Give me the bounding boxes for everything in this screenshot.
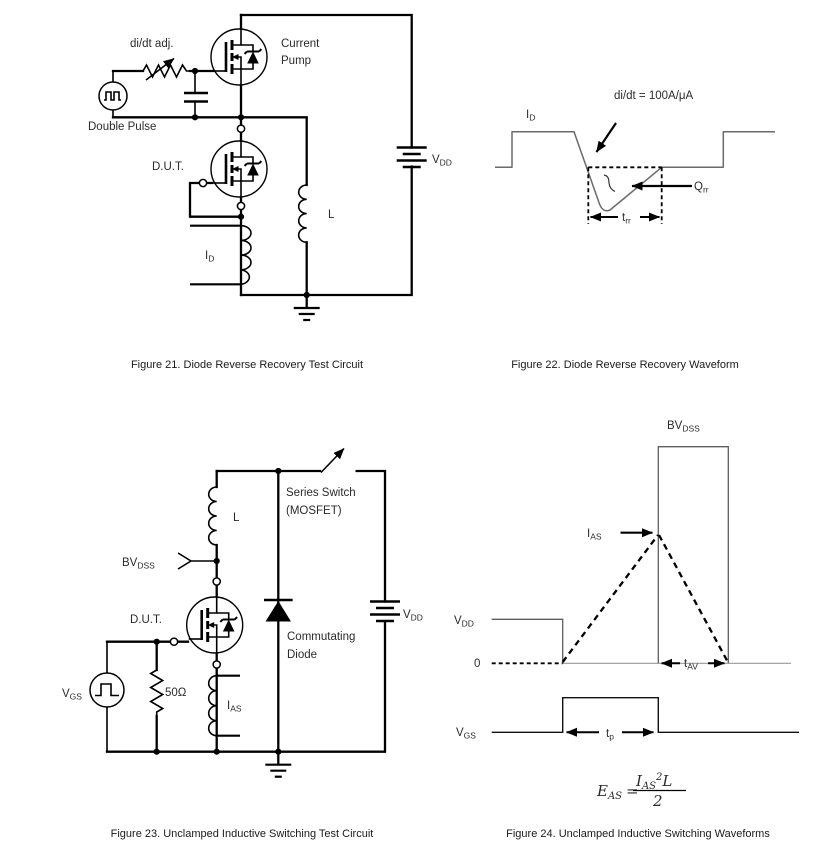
label-vgs: $V_{GS}$	[456, 727, 476, 741]
label-ias: $I_{AS}$	[227, 700, 242, 714]
fig21-capacitor	[184, 93, 208, 102]
figure-24-unclamped-inductive-switching-waveforms	[454, 420, 799, 840]
label-series-switch-2: (MOSFET)	[286, 505, 342, 517]
eas-energy-formula	[596, 772, 686, 810]
label-commutating-diode: Commutating	[287, 631, 356, 643]
fig21-variable-resistor-didt-adj	[143, 59, 190, 81]
fig21-double-pulse-source	[99, 82, 127, 110]
label-qrr: $Q_{rr}$	[694, 181, 709, 195]
vdd-step-trace	[492, 619, 563, 663]
figure-23-caption: Figure 23. Unclamped Inductive Switching Test Circuit	[110, 828, 374, 840]
figure-21-diode-reverse-recovery-test-circuit	[88, 15, 452, 371]
label-current-pump-2: Pump	[281, 55, 312, 67]
label-tav: $t_{AV}$	[684, 658, 698, 672]
label-bvdss: $BV_{DSS}$	[122, 557, 155, 571]
bvdss-probe	[178, 553, 217, 569]
label-didt-adj: di/dt adj.	[130, 38, 174, 50]
label-id: $I_D$	[205, 250, 215, 264]
ground-icon	[265, 752, 291, 777]
resistor-50-ohm	[151, 670, 163, 716]
label-double-pulse: Double Pulse	[88, 121, 157, 133]
figure-21-caption: Figure 21. Diode Reverse Recovery Test Circuit	[130, 359, 364, 371]
fig23-inductor-L	[209, 487, 217, 545]
figure-22-caption: Figure 22. Diode Reverse Recovery Waveform	[511, 359, 739, 371]
series-switch-icon	[321, 449, 344, 473]
vgs-pulse-trace	[492, 698, 799, 733]
mosfet-symbol-current-pump	[211, 29, 267, 85]
label-vdd: $V_{DD}$	[432, 154, 452, 168]
qrr-leader-squiggle	[604, 175, 615, 192]
formula-lhs: $E_{AS}$ =	[597, 782, 639, 802]
formula-denominator: 2	[653, 792, 663, 810]
ias-ramp-up-dashed	[563, 535, 658, 662]
vgs-pulse-source	[90, 673, 124, 707]
label-commutating-diode-2: Diode	[287, 649, 318, 661]
ias-ramp-down-dashed	[659, 535, 727, 661]
id-current-trace	[495, 132, 775, 211]
vdd-battery	[370, 602, 400, 622]
commutating-diode	[264, 600, 293, 622]
label-vdd: $V_{DD}$	[403, 609, 423, 623]
label-dut: D.U.T.	[152, 161, 184, 173]
mosfet-symbol-dut	[187, 597, 243, 653]
ground-icon	[294, 295, 320, 320]
label-didt-value: di/dt = 100A/μA	[614, 90, 694, 102]
adjust-arrow	[146, 59, 174, 81]
label-ias: $I_{AS}$	[587, 528, 602, 542]
figure-23-unclamped-inductive-switching-test-circuit	[62, 449, 423, 841]
figure-22-diode-reverse-recovery-waveform	[495, 90, 775, 371]
label-vdd: $V_{DD}$	[454, 615, 474, 629]
label-l: L	[328, 209, 335, 221]
label-l: L	[233, 512, 240, 524]
formula-numerator: $I_{AS}^2L$	[636, 772, 673, 792]
label-id: $I_D$	[526, 109, 536, 123]
label-series-switch: Series Switch	[286, 487, 356, 499]
label-current-pump: Current	[281, 38, 320, 50]
label-dut: D.U.T.	[130, 614, 162, 626]
didt-pointer-arrow	[597, 123, 617, 152]
label-vgs: $V_{GS}$	[62, 688, 82, 702]
label-zero: 0	[474, 658, 481, 670]
label-tp: $t_p$	[606, 728, 614, 742]
mosfet-symbol-dut	[211, 141, 267, 197]
label-50-ohm: 50Ω	[165, 687, 187, 699]
fig21-inductor-L	[299, 185, 307, 242]
vdd-battery	[397, 148, 427, 168]
label-trr: $t_{rr}$	[622, 212, 631, 226]
fig23-wires	[107, 471, 385, 752]
figure-24-caption: Figure 24. Unclamped Inductive Switching Waveforms	[506, 828, 770, 840]
label-bvdss: $BV_{DSS}$	[667, 420, 700, 434]
